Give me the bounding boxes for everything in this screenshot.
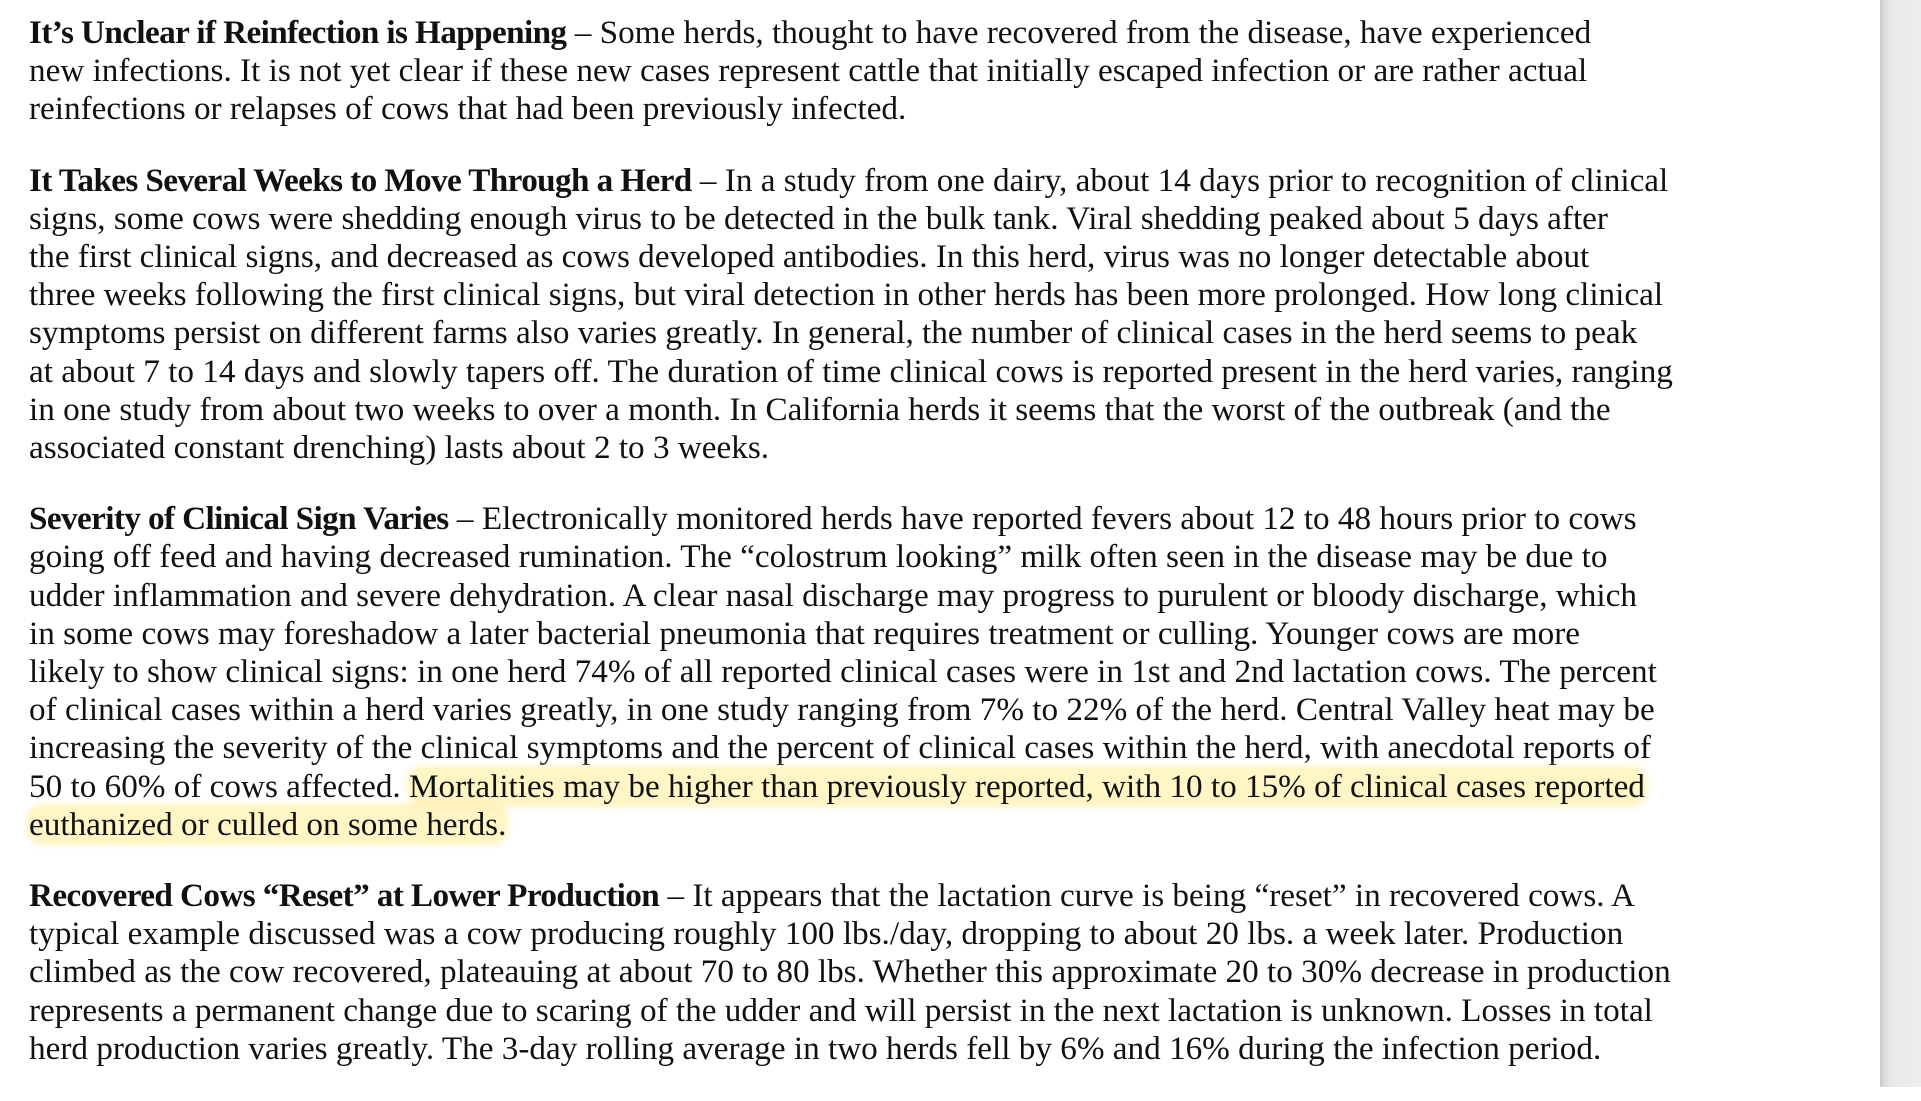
text-run: 50 to 60% of cows affected. [29,767,410,805]
scrollbar-gutter[interactable] [1880,0,1921,1087]
text-line: increasing the severity of the clinical symptoms and the percent of clinical cases within the herd, with anecdotal reports of [29,729,1651,767]
text-line: symptoms persist on different farms also varies greatly. In general, the number of clinical cases in the herd seems to peak [29,314,1638,352]
text-line [29,768,1779,806]
text-line: signs, some cows were shedding enough virus to be detected in the bulk tank. Viral shedding peaked about 5 days after [29,199,1608,237]
text-run: – In a study from one dairy, about 14 days prior to recognition of clinical [691,161,1669,199]
text-line: going off feed and having decreased rumination. The “colostrum looking” milk often seen in the disease may be due to [29,538,1608,576]
paragraph-heading: Severity of Clinical Sign Varies [29,500,449,538]
highlighted-text: euthanized or culled on some herds. [29,805,507,843]
text-line [29,500,1779,538]
text-line [29,14,1779,52]
text-line: associated constant drenching) lasts about 2 to 3 weeks. [29,429,770,467]
paragraph-reinfection [29,14,1779,129]
text-run: – It appears that the lactation curve is being “reset” in recovered cows. A [659,877,1636,915]
text-run: – Electronically monitored herds have reported fevers about 12 to 48 hours prior to cows [448,500,1637,538]
text-line [29,877,1779,915]
text-line: represents a permanent change due to scaring of the udder and will persist in the next lactation is unknown. Losses in total [29,991,1653,1029]
text-line: in some cows may foreshadow a later bacterial pneumonia that requires treatment or culling. Younger cows are more [29,614,1581,652]
paragraph-production-reset [29,877,1779,1068]
text-line: likely to show clinical signs: in one herd 74% of all reported clinical cases were in 1st and 2nd lactation cows. The percent [29,653,1657,691]
text-line: at about 7 to 14 days and slowly tapers off. The duration of time clinical cows is reported present in the herd varies, ranging [29,352,1673,390]
paragraph-herd-duration [29,162,1779,468]
highlighted-text: Mortalities may be higher than previously reported, with 10 to 15% of clinical cases reported [409,767,1645,805]
text-line: new infections. It is not yet clear if these new cases represent cattle that initially escaped infection or are rather actual [29,52,1588,90]
text-line: the first clinical signs, and decreased as cows developed antibodies. In this herd, virus was no longer detectable about [29,238,1590,276]
text-line [29,806,1779,844]
paragraph-heading: It Takes Several Weeks to Move Through a Herd [29,161,692,199]
text-line: reinfections or relapses of cows that had been previously infected. [29,90,907,128]
document-body [29,14,1779,1101]
text-line [29,162,1779,200]
text-line: three weeks following the first clinical signs, but viral detection in other herds has been more prolonged. How long clinical [29,276,1664,314]
text-line: udder inflammation and severe dehydration. A clear nasal discharge may progress to purulent or bloody discharge, which [29,576,1637,614]
text-line: climbed as the cow recovered, plateauing at about 70 to 80 lbs. Whether this approximate 20 to 30% decrease in production [29,953,1671,991]
text-line: herd production varies greatly. The 3-day rolling average in two herds fell by 6% and 16% during the infection period. [29,1029,1602,1067]
text-run: – Some herds, thought to have recovered from the disease, have experienced [566,14,1592,51]
paragraph-heading: It’s Unclear if Reinfection is Happening [29,14,567,51]
text-line: typical example discussed was a cow producing roughly 100 lbs./day, dropping to about 20 lbs. a week later. Production [29,915,1624,953]
text-line: of clinical cases within a herd varies greatly, in one study ranging from 7% to 22% of the herd. Central Valley heat may be [29,691,1655,729]
text-line: in one study from about two weeks to over a month. In California herds it seems that the worst of the outbreak (and the [29,390,1611,428]
paragraph-heading: Recovered Cows “Reset” at Lower Production [29,877,660,915]
paragraph-severity [29,500,1779,844]
